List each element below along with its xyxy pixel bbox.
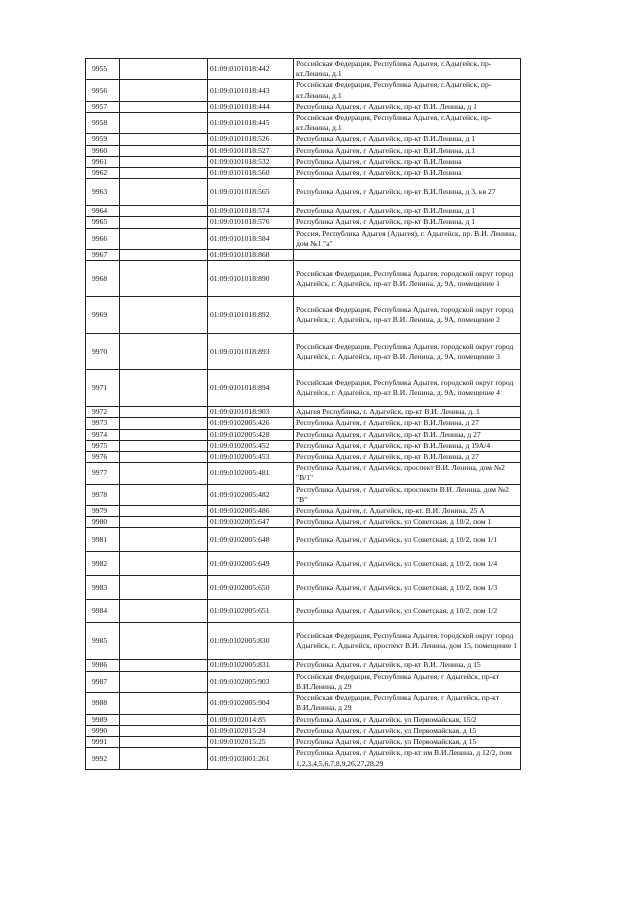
cadastral-number-cell: 01:09:0102005:426 — [208, 418, 294, 429]
row-number-cell: 9979 — [86, 506, 120, 517]
table-row — [86, 217, 521, 228]
cadastral-number-cell: 01:09:0102005:650 — [208, 576, 294, 600]
cadastral-number-cell: 01:09:0101018:890 — [208, 261, 294, 297]
empty-cell — [120, 600, 208, 623]
address-cell: Республика Адыгея, г Адыгейск, пр-кт В.И.Ленина, д 1 — [294, 134, 521, 145]
row-number-cell: 9981 — [86, 528, 120, 552]
empty-cell — [120, 101, 208, 112]
address-cell: Адыгея Республика, г. Адыгейск, пр-кт В.И. Ленина, д. 1 — [294, 407, 521, 418]
empty-cell — [120, 452, 208, 463]
table-row — [86, 206, 521, 217]
address-cell: Российская Федерация, Республика Адыгея, городской округ город Адыгейск, г. Адыгейск, пр-кт В.И. Ленина, д. 9А, помещение 3 — [294, 334, 521, 370]
cadastral-number-cell: 01:09:0102005:486 — [208, 506, 294, 517]
row-number-cell: 9990 — [86, 725, 120, 736]
table-row — [86, 407, 521, 418]
address-cell: Республика Адыгея, г Адыгейск, проспекти В.И. Ленина. дом №2 "В" — [294, 484, 521, 505]
cadastral-number-cell: 01:09:0101018:445 — [208, 113, 294, 134]
row-number-cell: 9976 — [86, 452, 120, 463]
address-cell: Республика Адыгея, г Адыгейск, ул Первомайская, д 15 — [294, 725, 521, 736]
row-number-cell: 9961 — [86, 156, 120, 167]
empty-cell — [120, 59, 208, 80]
row-number-cell: 9956 — [86, 80, 120, 101]
cadastral-number-cell: 01:09:0102005:428 — [208, 429, 294, 440]
cadastral-number-cell: 01:09:0101018:565 — [208, 179, 294, 206]
row-number-cell: 9960 — [86, 145, 120, 156]
row-number-cell: 9963 — [86, 179, 120, 206]
table-row — [86, 517, 521, 528]
empty-cell — [120, 440, 208, 451]
table-row — [86, 452, 521, 463]
address-cell: Республика Адыгея, г Адыгейск, пр-кт В.И.Ленина — [294, 168, 521, 179]
table-row — [86, 623, 521, 660]
table-row — [86, 484, 521, 505]
address-cell: Республика Адыгея, г. Адыгейск, пр-кт. В.И. Ленина, 25 А — [294, 506, 521, 517]
table-row — [86, 714, 521, 725]
empty-cell — [120, 714, 208, 725]
row-number-cell: 9966 — [86, 228, 120, 249]
empty-cell — [120, 168, 208, 179]
address-cell: Республика Адыгея, г Адыгейск, ул Советская, д 10/2, пом 1/2 — [294, 600, 521, 623]
address-cell: Республика Адыгея, г Адыгейск, ул Советская, д 10/2, пом 1 — [294, 517, 521, 528]
empty-cell — [120, 297, 208, 334]
cadastral-number-cell: 01:09:0101018:574 — [208, 206, 294, 217]
table-row — [86, 179, 521, 206]
table-row — [86, 59, 521, 80]
empty-cell — [120, 748, 208, 770]
address-cell: Республика Адыгея, г Адыгейск, пр-кт В.И.Ленина, д 27 — [294, 418, 521, 429]
row-number-cell: 9973 — [86, 418, 120, 429]
address-cell: Российская Федерация, Республика Адыгея, городской округ город Адыгейск, г. Адыгейск, пр-кт В.И. Ленина, д. 9А, помещение 4 — [294, 370, 521, 407]
empty-cell — [120, 429, 208, 440]
table-row — [86, 552, 521, 576]
address-cell: Российская Федерация, Республика Адыгея, г.Адыгейск, пр-кт.Ленина, д.1 — [294, 59, 521, 80]
document-page — [85, 58, 520, 770]
cadastral-number-cell: 01:09:0102005:651 — [208, 600, 294, 623]
row-number-cell: 9957 — [86, 101, 120, 112]
address-cell: Республика Адыгея, г Адыгейск, пр-кт В.И.Ленина, д 3, кв 27 — [294, 179, 521, 206]
address-cell: Республика Адыгея, г Адыгейск, проспект В.И. Ленина, дом №2 "В/1" — [294, 463, 521, 484]
row-number-cell: 9959 — [86, 134, 120, 145]
empty-cell — [120, 418, 208, 429]
address-cell: Российская Федерация, Республика Адыгея, городской округ город Адыгейск, г. Адыгейск, пр-кт В.И. Ленина, д. 9А, помещение 1 — [294, 261, 521, 297]
address-cell: Республика Адыгея, г Адыгейск, пр-кт В.И.Ленина, д.1 — [294, 145, 521, 156]
empty-cell — [120, 80, 208, 101]
cadastral-number-cell: 01:09:0101018:892 — [208, 297, 294, 334]
row-number-cell: 9982 — [86, 552, 120, 576]
address-cell: Российская Федерация, Республика Адыгея, городской округ город Адыгейск, г. Адыгейск, проспект В.И. Ленина, дом 15, помещение 1 — [294, 623, 521, 660]
table-row — [86, 506, 521, 517]
row-number-cell: 9968 — [86, 261, 120, 297]
cadastral-number-cell: 01:09:0102005:649 — [208, 552, 294, 576]
table-row — [86, 600, 521, 623]
empty-cell — [120, 623, 208, 660]
row-number-cell: 9989 — [86, 714, 120, 725]
table-row — [86, 725, 521, 736]
empty-cell — [120, 671, 208, 692]
table-row — [86, 671, 521, 692]
cadastral-number-cell: 01:09:0102005:647 — [208, 517, 294, 528]
address-cell: Россия, Республика Адыгея (Адыгея), г. Адыгейск, пр. В.И. Ленина, дом №1 "а" — [294, 228, 521, 249]
empty-cell — [120, 660, 208, 671]
empty-cell — [120, 736, 208, 747]
cadastral-number-cell: 01:09:0101018:527 — [208, 145, 294, 156]
address-cell: Российская Федерация, Республика Адыгея, городской округ город Адыгейск, г. Адыгейск, пр-кт В.И. Ленина, д. 9А, помещение 2 — [294, 297, 521, 334]
empty-cell — [120, 528, 208, 552]
address-cell: Республика Адыгея, г Адыгейск, ул Первомайская, 15/2 — [294, 714, 521, 725]
empty-cell — [120, 217, 208, 228]
address-cell: Российская Федерация, Республика Адыгея, г Адыгейск, пр-кт В.И.Ленина, д 29 — [294, 671, 521, 692]
address-cell: Республика Адыгея, г Адыгейск, ул Советская, д 10/2, пом 1/1 — [294, 528, 521, 552]
cadastral-number-cell: 01:09:0101018:868 — [208, 250, 294, 261]
address-cell: Республика Адыгея, г Адыгейск, ул Советская, д 10/2, пом 1/3 — [294, 576, 521, 600]
table-row — [86, 250, 521, 261]
table-row — [86, 748, 521, 770]
cadastral-number-cell: 01:09:0101018:444 — [208, 101, 294, 112]
empty-cell — [120, 576, 208, 600]
table-row — [86, 156, 521, 167]
empty-cell — [120, 145, 208, 156]
row-number-cell: 9970 — [86, 334, 120, 370]
table-row — [86, 80, 521, 101]
cadastral-number-cell: 01:09:0102005:904 — [208, 693, 294, 714]
address-cell: Республика Адыгея, г Адыгейск, пр-кт В.И.Ленина, д 1 — [294, 206, 521, 217]
table-row — [86, 261, 521, 297]
cadastral-number-cell: 01:09:0101018:893 — [208, 334, 294, 370]
address-cell: Российская Федерация, Республика Адыгея, г.Адыгейск, пр-кт.Ленина, д.1 — [294, 113, 521, 134]
address-cell: Республика Адыгея, г Адыгейск, пр-кт В.И.Ленина, д 1 — [294, 217, 521, 228]
empty-cell — [120, 156, 208, 167]
table-row — [86, 101, 521, 112]
table-row — [86, 145, 521, 156]
cadastral-number-cell: 01:09:0102005:481 — [208, 463, 294, 484]
cadastral-number-cell: 01:09:0101018:532 — [208, 156, 294, 167]
row-number-cell: 9985 — [86, 623, 120, 660]
empty-cell — [120, 250, 208, 261]
address-cell: Республика Адыгея, г Адыгейск, ул Советская, д 10/2, пом 1/4 — [294, 552, 521, 576]
row-number-cell: 9980 — [86, 517, 120, 528]
cadastral-number-cell: 01:09:0102005:648 — [208, 528, 294, 552]
empty-cell — [120, 407, 208, 418]
address-cell: Республика Адыгея, г Адыгейск, пр-кт им В.И.Ленина, д 12/2, пом 1,2,3,4,5,6,7,8,9,26,27,28,29 — [294, 748, 521, 770]
table-row — [86, 168, 521, 179]
cadastral-number-cell: 01:09:0102005:903 — [208, 671, 294, 692]
empty-cell — [120, 261, 208, 297]
table-row — [86, 660, 521, 671]
cadastral-number-cell: 01:09:0101018:560 — [208, 168, 294, 179]
row-number-cell: 9971 — [86, 370, 120, 407]
row-number-cell: 9983 — [86, 576, 120, 600]
row-number-cell: 9974 — [86, 429, 120, 440]
address-cell: Республика Адыгея, г Адыгейск, пр-кт В.И.Ленина, д 19А/4 — [294, 440, 521, 451]
table-row — [86, 463, 521, 484]
empty-cell — [120, 693, 208, 714]
table-row — [86, 297, 521, 334]
cadastral-number-cell: 01:09:0102014:85 — [208, 714, 294, 725]
table-row — [86, 528, 521, 552]
cadastral-number-cell: 01:09:0102005:482 — [208, 484, 294, 505]
cadastral-number-cell: 01:09:0101018:576 — [208, 217, 294, 228]
row-number-cell: 9984 — [86, 600, 120, 623]
row-number-cell: 9986 — [86, 660, 120, 671]
row-number-cell: 9992 — [86, 748, 120, 770]
table-row — [86, 576, 521, 600]
address-cell: Российская Федерация, Республика Адыгея, г.Адыгейск, пр-кт.Ленина, д.1 — [294, 80, 521, 101]
cadastral-number-cell: 01:09:0101018:526 — [208, 134, 294, 145]
cadastral-number-cell: 01:09:0102005:830 — [208, 623, 294, 660]
empty-cell — [120, 484, 208, 505]
cadastral-number-cell: 01:09:0101018:894 — [208, 370, 294, 407]
row-number-cell: 9955 — [86, 59, 120, 80]
table-row — [86, 693, 521, 714]
table-row — [86, 113, 521, 134]
address-cell — [294, 250, 521, 261]
row-number-cell: 9965 — [86, 217, 120, 228]
table-row — [86, 134, 521, 145]
row-number-cell: 9991 — [86, 736, 120, 747]
empty-cell — [120, 334, 208, 370]
table-row — [86, 736, 521, 747]
empty-cell — [120, 179, 208, 206]
cadastral-number-cell: 01:09:0102015:25 — [208, 736, 294, 747]
cadastral-number-cell: 01:09:0101018:443 — [208, 80, 294, 101]
empty-cell — [120, 206, 208, 217]
property-table — [85, 58, 521, 770]
empty-cell — [120, 370, 208, 407]
cadastral-number-cell: 01:09:0103001:261 — [208, 748, 294, 770]
empty-cell — [120, 113, 208, 134]
row-number-cell: 9987 — [86, 671, 120, 692]
address-cell: Республика Адыгея, г Адыгейск, пр-кт В.И. Ленина, д 27 — [294, 429, 521, 440]
table-row — [86, 370, 521, 407]
row-number-cell: 9978 — [86, 484, 120, 505]
cadastral-number-cell: 01:09:0101018:903 — [208, 407, 294, 418]
cadastral-number-cell: 01:09:0102005:453 — [208, 452, 294, 463]
cadastral-number-cell: 01:09:0102015:24 — [208, 725, 294, 736]
address-cell: Республика Адыгея, г Адыгейск, ул Первомайская, д 15 — [294, 736, 521, 747]
cadastral-number-cell: 01:09:0102005:831 — [208, 660, 294, 671]
cadastral-number-cell: 01:09:0101018:442 — [208, 59, 294, 80]
table-row — [86, 334, 521, 370]
empty-cell — [120, 506, 208, 517]
empty-cell — [120, 517, 208, 528]
empty-cell — [120, 463, 208, 484]
row-number-cell: 9964 — [86, 206, 120, 217]
row-number-cell: 9967 — [86, 250, 120, 261]
row-number-cell: 9988 — [86, 693, 120, 714]
cadastral-number-cell: 01:09:0101018:584 — [208, 228, 294, 249]
address-cell: Республика Адыгея, г Адыгейск, пр-кт В.И. Ленина, д 1 — [294, 101, 521, 112]
address-cell: Республика Адыгея, г Адыгейск, пр-кт В.И.Ленина, д 27 — [294, 452, 521, 463]
empty-cell — [120, 552, 208, 576]
table-row — [86, 228, 521, 249]
empty-cell — [120, 134, 208, 145]
address-cell: Республика Адыгея, г Адыгейск, пр-кт В.И.Ленина — [294, 156, 521, 167]
row-number-cell: 9962 — [86, 168, 120, 179]
table-body — [86, 59, 521, 770]
empty-cell — [120, 228, 208, 249]
cadastral-number-cell: 01:09:0102005:452 — [208, 440, 294, 451]
table-row — [86, 418, 521, 429]
address-cell: Российская Федерация, Республика Адыгея, г Адыгейск, пр-кт В.И.Ленина, д 29 — [294, 693, 521, 714]
row-number-cell: 9975 — [86, 440, 120, 451]
row-number-cell: 9977 — [86, 463, 120, 484]
address-cell: Республика Адыгея, г Адыгейск, пр-кт В.И. Ленина, д 15 — [294, 660, 521, 671]
empty-cell — [120, 725, 208, 736]
table-row — [86, 440, 521, 451]
row-number-cell: 9972 — [86, 407, 120, 418]
table-row — [86, 429, 521, 440]
row-number-cell: 9969 — [86, 297, 120, 334]
row-number-cell: 9958 — [86, 113, 120, 134]
